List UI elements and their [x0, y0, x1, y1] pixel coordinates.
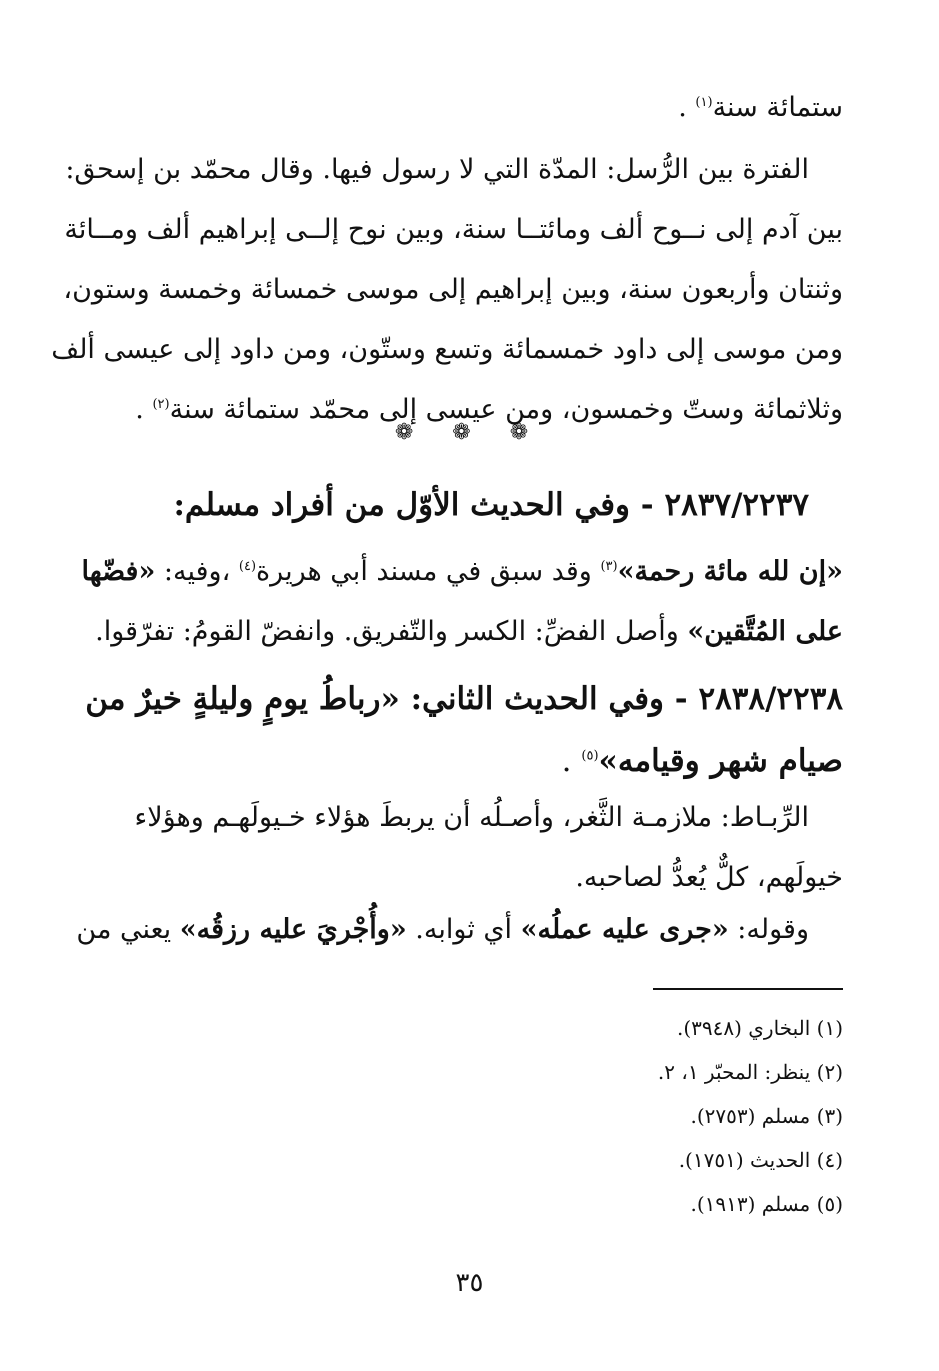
footnote-item: (٣) مسلم (٢٧٥٣).	[690, 1104, 843, 1128]
footnote-ref[interactable]: (٥)	[581, 748, 599, 764]
hadith-heading-2237: ٢٨٣٧/٢٢٣٧ - وفي الحديث الأوّل من أفراد مسلم:	[173, 487, 809, 523]
opening-line: ستمائة سنة$^{(١)}$ .	[678, 92, 843, 123]
opening-text: ستمائة سنة	[712, 92, 843, 123]
footnote-item: (٤) الحديث (١٧٥١).	[678, 1148, 843, 1172]
hadith-quote: «وأُجْريَ عليه رزقُه»	[179, 914, 407, 945]
footnotes	[113, 1006, 843, 1226]
paragraph-line: على المُتَّقين» وأصل الفضِّ: الكسر والتّفريق. وانفضّ القومُ: تفرّقوا.	[95, 616, 843, 647]
footnote-item: (١) البخاري (٣٩٤٨).	[676, 1016, 843, 1040]
paragraph-line: ومن موسى إلى داود خمسمائة وتسع وستّون، ومن داود إلى عيسى ألف	[51, 334, 843, 365]
footnote-divider	[653, 988, 843, 990]
paragraph-line: وثلاثمائة وستّ وخمسون، ومن عيسى إلى محمّد ستمائة سنة$^{(٢)}$ .	[135, 394, 843, 425]
hadith-quote: «فضّها	[81, 556, 156, 587]
footnote-ref[interactable]: (٤)	[238, 559, 257, 574]
paragraph-fatra	[51, 140, 843, 440]
hadith-quote: «إن لله مائة رحمة»	[617, 556, 843, 587]
paragraph-line: بين آدم إلى نــوح ألف ومائتــا سنة، وبين نوح إلــى إبراهيم ألف ومــائة	[64, 214, 843, 245]
hadith-2237-body	[81, 542, 843, 662]
paragraph-qawl	[76, 900, 843, 960]
paragraph-line: وقوله: «جرى عليه عملُه» أي ثوابه. «وأُجْريَ عليه رزقُه» يعني من	[76, 914, 809, 945]
paragraph-line: الفترة بين الرُّسل: المدّة التي لا رسول فيها. وقال محمّد بن إسحق:	[65, 154, 809, 185]
hadith-quote: على المُتَّقين»	[687, 616, 843, 647]
footnote-item: (٥) مسلم (١٩١٣).	[690, 1192, 843, 1216]
hadith-quote: «جرى عليه عملُه»	[520, 914, 729, 945]
hadith-heading-2238: ٢٨٣٨/٢٢٣٨ - وفي الحديث الثاني: «رباطُ يومٍ وليلةٍ خيرٌ من صيام شهر وقيامه»$^{(٥)}$ .	[85, 681, 843, 779]
footnote-ref[interactable]: (١)	[695, 95, 713, 110]
section-separator: ❁ ❁ ❁	[394, 420, 545, 445]
footnote-ref[interactable]: (٢)	[152, 397, 170, 412]
paragraph-line: «إن لله مائة رحمة»$^{(٣)}$ وقد سبق في مسند أبي هريرة$^{(٤)}$ ،وفيه: «فضّها	[81, 556, 843, 587]
footnote-item: (٢) ينظر: المحبّر ١، ٢.	[657, 1060, 843, 1084]
paragraph-ribat	[113, 788, 843, 908]
paragraph-line: خيولَهم، كلٌّ يُعدُّ لصاحبه.	[575, 862, 843, 893]
footnote-ref[interactable]: (٣)	[600, 559, 618, 574]
page-number: ٣٥	[455, 1268, 484, 1298]
paragraph-line: وثنتان وأربعون سنة، وبين إبراهيم إلى موسى خمسائة وخمسة وستون،	[63, 274, 843, 305]
paragraph-line: الرِّبـاط: ملازمـة الثَّغر، وأصـلُه أن يربطَ هؤلاء خـيولَهـم وهؤلاء	[134, 802, 809, 833]
